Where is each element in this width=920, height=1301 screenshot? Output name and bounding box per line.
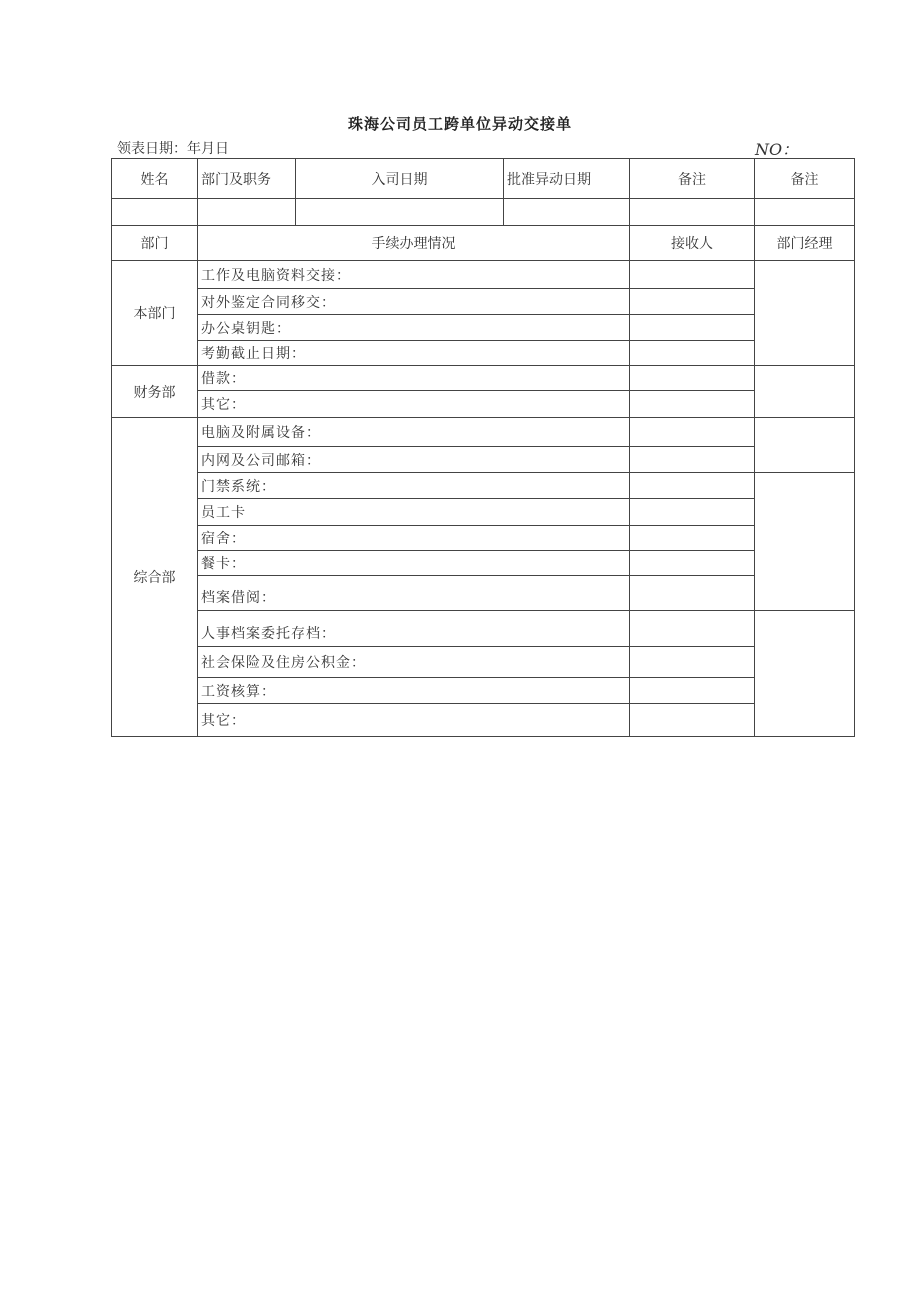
own-dept-row: [112, 289, 855, 315]
manager-cell[interactable]: [755, 418, 855, 473]
finance-item-2: 其它：: [198, 391, 630, 418]
finance-row: [112, 366, 855, 391]
receiver-cell[interactable]: [630, 526, 755, 551]
receiver-cell[interactable]: [630, 447, 755, 473]
general-item-8: 人事档案委托存档：: [198, 611, 630, 647]
subheader-dept: 部门: [112, 226, 198, 261]
receiver-cell[interactable]: [630, 366, 755, 391]
general-row: [112, 576, 855, 611]
header-remark-2: 备注: [755, 159, 855, 199]
name-input-cell[interactable]: [112, 199, 198, 226]
subheader-receiver: 接收人: [630, 226, 755, 261]
general-item-11: 其它：: [198, 704, 630, 737]
own-dept-item-4: 考勤截止日期：: [198, 341, 630, 366]
general-row: [112, 499, 855, 526]
own-dept-item-1: 工作及电脑资料交接：: [198, 261, 630, 289]
approval-date-input-cell[interactable]: [504, 199, 630, 226]
receiver-cell[interactable]: [630, 499, 755, 526]
general-item-2: 内网及公司邮箱：: [198, 447, 630, 473]
general-row: [112, 704, 855, 737]
subheader-row: [112, 226, 855, 261]
receiver-cell[interactable]: [630, 647, 755, 678]
dept-position-input-cell[interactable]: [198, 199, 296, 226]
general-row: [112, 526, 855, 551]
receiver-cell[interactable]: [630, 678, 755, 704]
receiver-cell[interactable]: [630, 551, 755, 576]
issue-date-label: 领表日期：年月日: [117, 141, 229, 157]
own-dept-row: [112, 261, 855, 289]
receiver-cell[interactable]: [630, 418, 755, 447]
own-dept-row: [112, 315, 855, 341]
header-name: 姓名: [112, 159, 198, 199]
general-row: [112, 647, 855, 678]
general-item-4: 员工卡: [198, 499, 630, 526]
receiver-cell[interactable]: [630, 704, 755, 737]
form-number-label: NO：: [755, 140, 799, 159]
receiver-cell[interactable]: [630, 576, 755, 611]
receiver-cell[interactable]: [630, 289, 755, 315]
manager-cell[interactable]: [755, 261, 855, 366]
section-general-label: 综合部: [112, 418, 198, 737]
general-item-3: 门禁系统：: [198, 473, 630, 499]
manager-cell[interactable]: [755, 611, 855, 737]
header-approval-date: 批准异动日期: [504, 159, 630, 199]
receiver-cell[interactable]: [630, 611, 755, 647]
general-row: [112, 447, 855, 473]
header-entry-date: 入司日期: [296, 159, 504, 199]
own-dept-row: [112, 341, 855, 366]
receiver-cell[interactable]: [630, 261, 755, 289]
manager-cell[interactable]: [755, 366, 855, 418]
receiver-cell[interactable]: [630, 341, 755, 366]
handover-table: [111, 158, 855, 737]
general-row: [112, 678, 855, 704]
general-row: [112, 611, 855, 647]
section-own-dept-label: 本部门: [112, 261, 198, 366]
receiver-cell[interactable]: [630, 391, 755, 418]
header-row: [112, 159, 855, 199]
form-title: 珠海公司员工跨单位异动交接单: [347, 115, 572, 133]
manager-cell[interactable]: [755, 473, 855, 611]
general-row: [112, 418, 855, 447]
general-item-5: 宿舍：: [198, 526, 630, 551]
header-dept-position: 部门及职务: [198, 159, 296, 199]
general-item-1: 电脑及附属设备：: [198, 418, 630, 447]
remark-1-input-cell[interactable]: [630, 199, 755, 226]
general-row: [112, 473, 855, 499]
own-dept-item-2: 对外鉴定合同移交：: [198, 289, 630, 315]
general-item-10: 工资核算：: [198, 678, 630, 704]
header-remark-1: 备注: [630, 159, 755, 199]
general-item-6: 餐卡：: [198, 551, 630, 576]
receiver-cell[interactable]: [630, 473, 755, 499]
general-row: [112, 551, 855, 576]
remark-2-input-cell[interactable]: [755, 199, 855, 226]
general-item-9: 社会保险及住房公积金：: [198, 647, 630, 678]
employee-info-row: [112, 199, 855, 226]
section-finance-label: 财务部: [112, 366, 198, 418]
own-dept-item-3: 办公桌钥匙：: [198, 315, 630, 341]
finance-row: [112, 391, 855, 418]
subheader-manager: 部门经理: [755, 226, 855, 261]
subheader-procedure: 手续办理情况: [198, 226, 630, 261]
finance-item-1: 借款：: [198, 366, 630, 391]
entry-date-input-cell[interactable]: [296, 199, 504, 226]
receiver-cell[interactable]: [630, 315, 755, 341]
general-item-7: 档案借阅：: [198, 576, 630, 611]
